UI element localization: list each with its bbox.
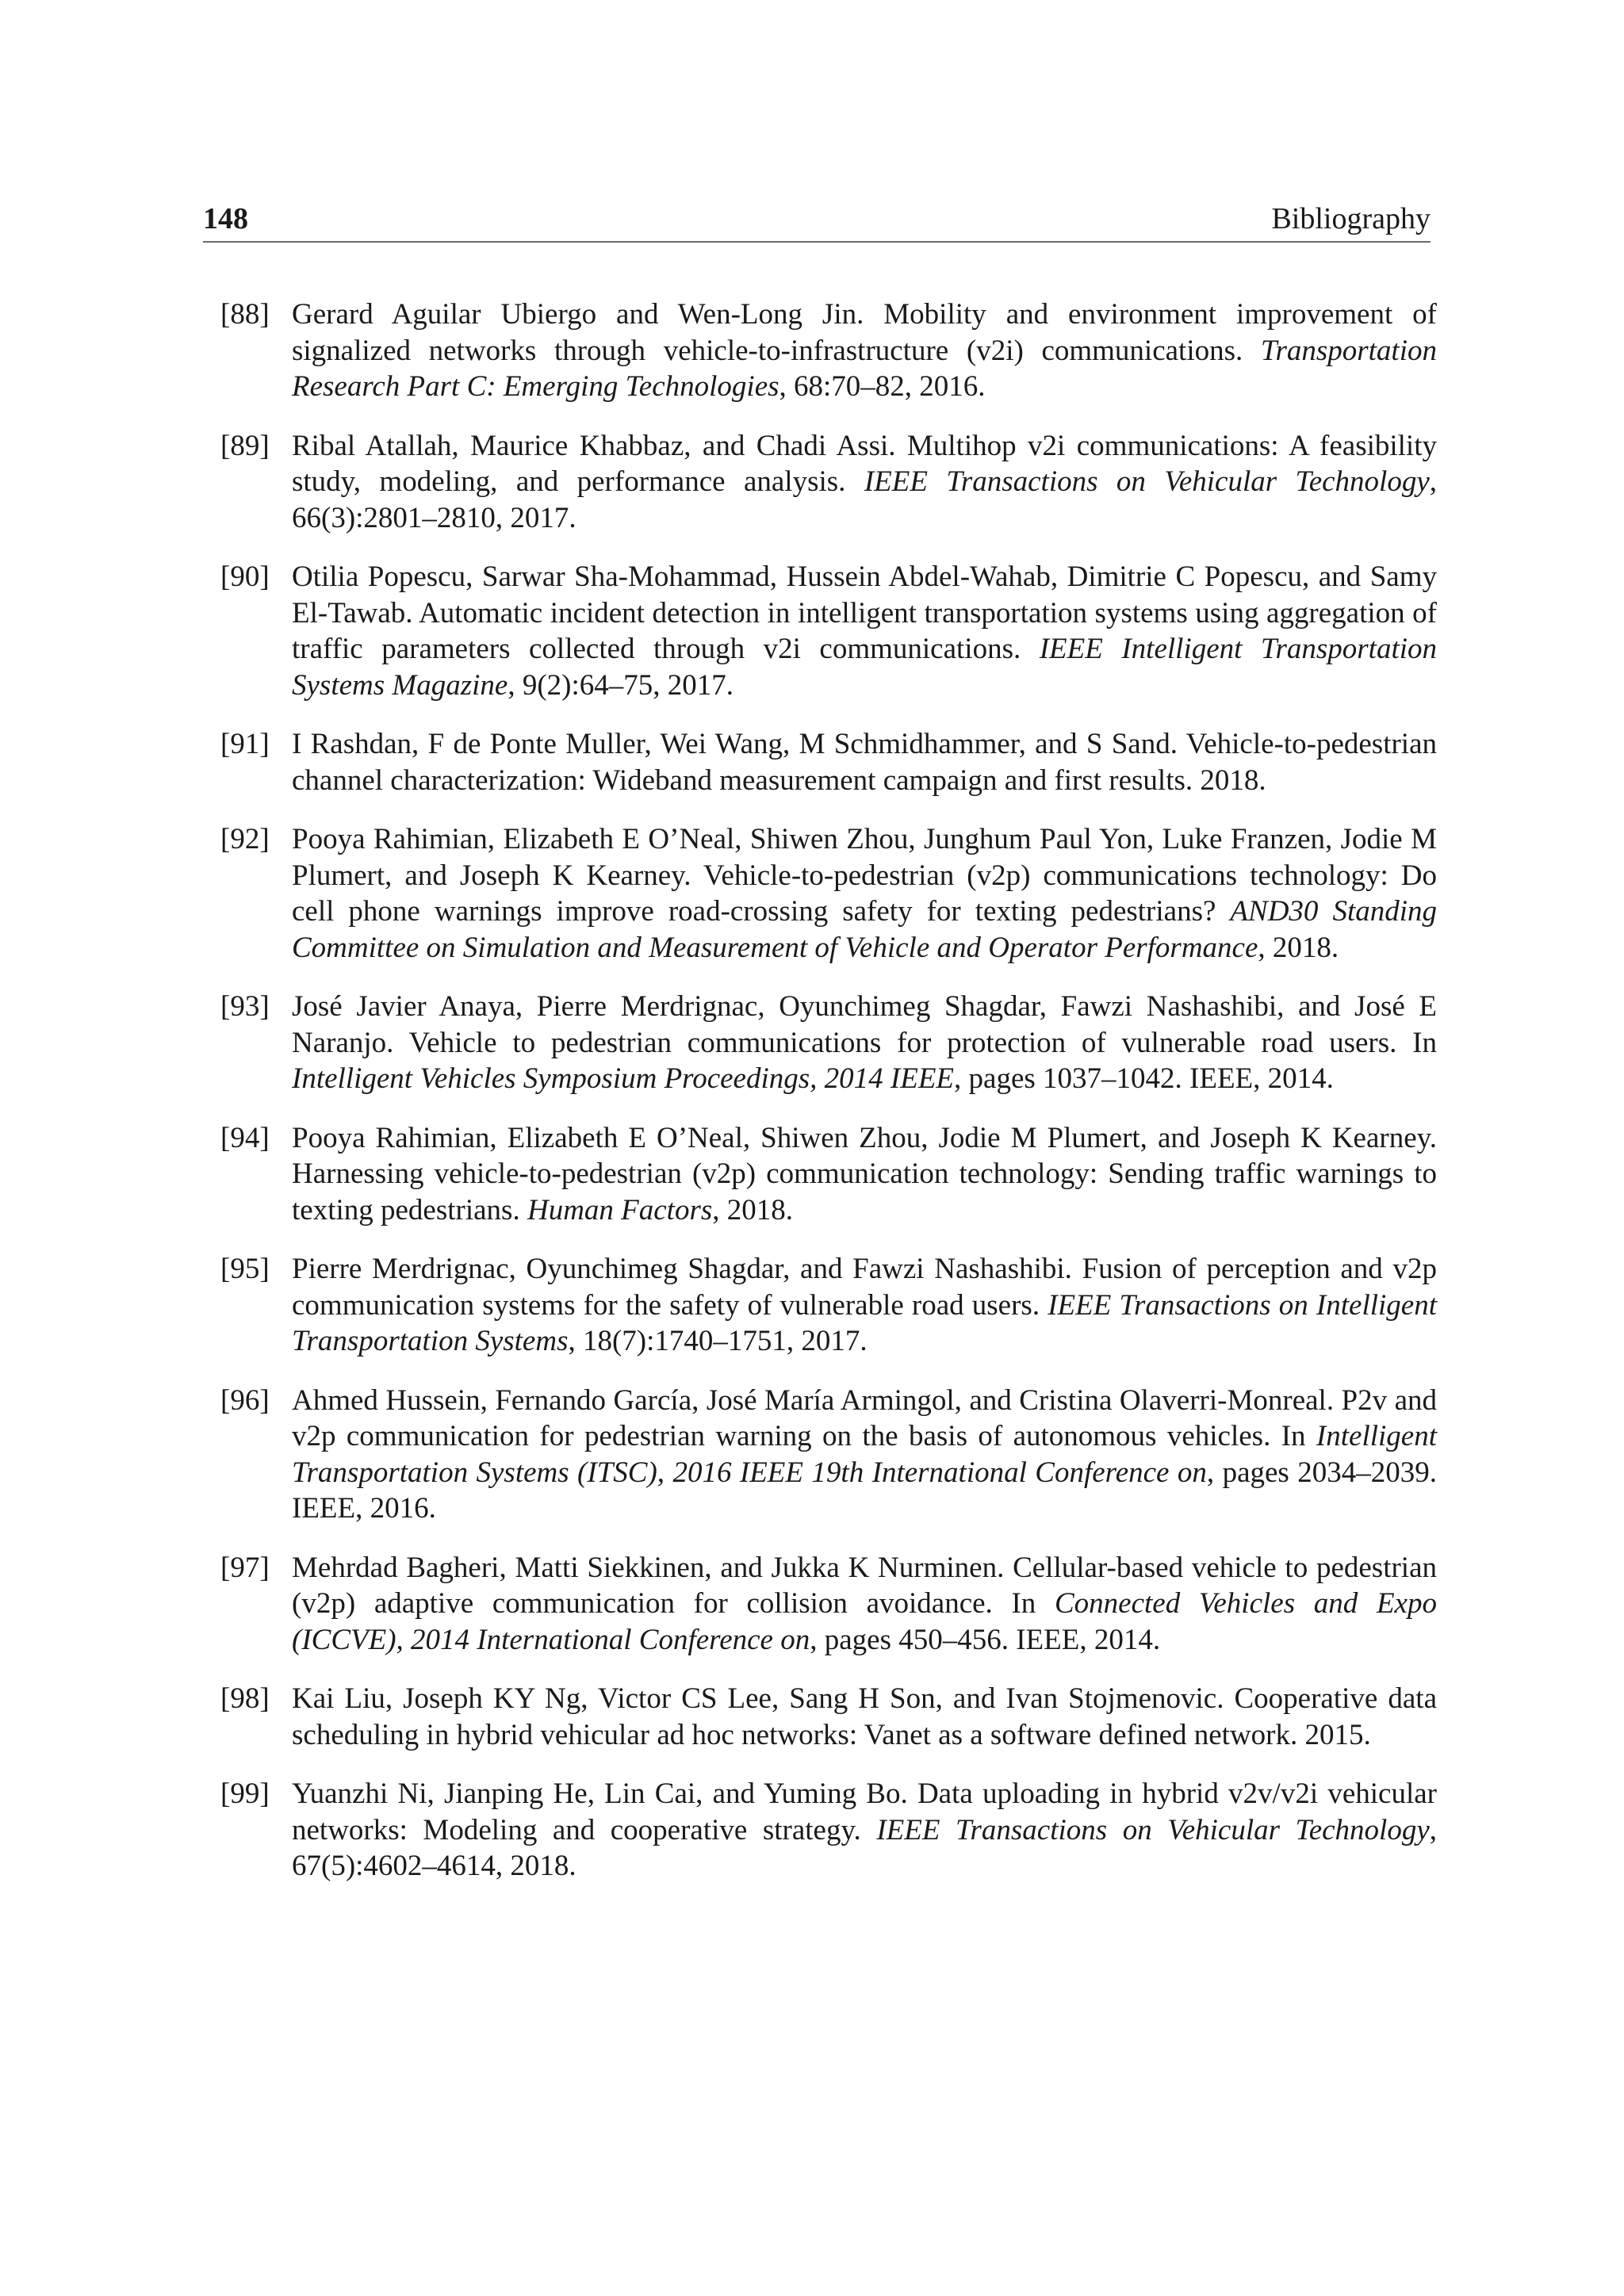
reference-entry xyxy=(203,1681,1437,1753)
reference-body: Pierre Merdrignac, Oyunchimeg Shagdar, and Fawzi Nashashibi. Fusion of perception and v2p communication systems for the safety of vulnerable road users. xyxy=(292,1253,1437,1322)
reference-details: , 9(2):64–75, 2017. xyxy=(508,668,734,702)
reference-label: [94] xyxy=(220,1121,270,1154)
reference-body: Pooya Rahimian, Elizabeth E O’Neal, Shiwen Zhou, Jodie M Plumert, and Joseph K Kearney. Harnessing vehicle-to-pedestrian (v2p) communication technology: Sending traffic warnings to texting pedestrians. xyxy=(292,1121,1437,1226)
reference-text xyxy=(292,1122,1437,1226)
running-title: Bibliography xyxy=(1271,202,1431,235)
reference-details: , 67(5):4602–4614, 2018. xyxy=(292,1813,1437,1882)
reference-venue: Intelligent Transportation Systems (ITSC), 2016 IEEE 19th International Conference on xyxy=(292,1420,1437,1489)
reference-details: , 68:70–82, 2016. xyxy=(779,370,986,403)
reference-venue: Human Factors xyxy=(527,1193,713,1226)
reference-label: [97] xyxy=(220,1551,270,1584)
reference-text xyxy=(292,1682,1437,1751)
page-number: 148 xyxy=(203,202,248,235)
reference-entry xyxy=(203,726,1437,798)
reference-body: Ribal Atallah, Maurice Khabbaz, and Chadi Assi. Multihop v2i communications: A feasibility study, modeling, and performance analysis. xyxy=(292,429,1437,498)
reference-label: [98] xyxy=(220,1682,270,1715)
reference-label: [90] xyxy=(220,561,270,593)
reference-body: Mehrdad Bagheri, Matti Siekkinen, and Jukka K Nurminen. Cellular-based vehicle to pedestrian (v2p) adaptive communication for collision avoidance. In xyxy=(292,1551,1437,1620)
reference-text xyxy=(292,1253,1437,1357)
reference-venue: IEEE Transactions on Intelligent Transportation Systems xyxy=(292,1288,1437,1357)
reference-details: , 18(7):1740–1751, 2017. xyxy=(568,1325,868,1357)
reference-text xyxy=(292,990,1437,1095)
reference-venue: Intelligent Vehicles Symposium Proceedings, 2014 IEEE xyxy=(292,1062,955,1095)
reference-body: I Rashdan, F de Ponte Muller, Wei Wang, M Schmidhammer, and S Sand. Vehicle-to-pedestrian channel characterization: Wideband measurement campaign and first results. 2018. xyxy=(292,728,1437,797)
reference-details: , pages 2034–2039. IEEE, 2016. xyxy=(292,1456,1437,1525)
reference-entry xyxy=(203,1550,1437,1659)
reference-venue: IEEE Transactions on Vehicular Technology xyxy=(864,465,1430,498)
reference-label: [92] xyxy=(220,823,270,855)
reference-entry xyxy=(203,1383,1437,1527)
reference-text xyxy=(292,298,1437,403)
page-header xyxy=(203,197,1431,243)
reference-text xyxy=(292,728,1437,797)
reference-label: [89] xyxy=(220,429,270,462)
reference-entry xyxy=(203,989,1437,1097)
reference-entry xyxy=(203,821,1437,966)
reference-entry xyxy=(203,428,1437,537)
reference-details: , pages 450–456. IEEE, 2014. xyxy=(810,1623,1161,1656)
reference-body: José Javier Anaya, Pierre Merdrignac, Oyunchimeg Shagdar, Fawzi Nashashibi, and José E Naranjo. Vehicle to pedestrian communications for protection of vulnerable road users. In xyxy=(292,990,1437,1059)
reference-entry xyxy=(203,297,1437,405)
reference-label: [96] xyxy=(220,1383,270,1417)
reference-text xyxy=(292,430,1437,534)
reference-entry xyxy=(203,1776,1437,1885)
reference-details: , 66(3):2801–2810, 2017. xyxy=(292,465,1437,534)
reference-text xyxy=(292,561,1437,702)
reference-details: , pages 1037–1042. IEEE, 2014. xyxy=(954,1062,1334,1095)
reference-text xyxy=(292,1552,1437,1656)
reference-body: Ahmed Hussein, Fernando García, José María Armingol, and Cristina Olaverri-Monreal. P2v and v2p communication for pedestrian warning on the basis of autonomous vehicles. In xyxy=(292,1383,1437,1452)
reference-entry xyxy=(203,559,1437,703)
reference-details: , 2018. xyxy=(712,1193,794,1226)
reference-text xyxy=(292,1384,1437,1525)
reference-body: Gerard Aguilar Ubiergo and Wen-Long Jin. Mobility and environment improvement of signalized networks through vehicle-to-infrastructure (v2i) communications. xyxy=(292,298,1437,367)
reference-venue: IEEE Intelligent Transportation Systems Magazine xyxy=(292,633,1437,702)
reference-list xyxy=(203,297,1437,1908)
reference-label: [99] xyxy=(220,1777,270,1810)
reference-text xyxy=(292,823,1437,964)
reference-label: [88] xyxy=(220,298,270,331)
reference-label: [91] xyxy=(220,728,270,760)
reference-venue: AND30 Standing Committee on Simulation and Measurement of Vehicle and Operator Performance xyxy=(292,895,1437,964)
reference-body: Pooya Rahimian, Elizabeth E O’Neal, Shiwen Zhou, Junghum Paul Yon, Luke Franzen, Jodie M Plumert, and Joseph K Kearney. Vehicle-to-pedestrian (v2p) communications technology: Do cell phone warnings improve road-crossing safety for texting pedestrians? xyxy=(292,823,1437,928)
reference-body: Kai Liu, Joseph KY Ng, Victor CS Lee, Sang H Son, and Ivan Stojmenovic. Cooperative data scheduling in hybrid vehicular ad hoc networks: Vanet as a software defined network. 2015. xyxy=(292,1682,1437,1751)
reference-venue: Transportation Research Part C: Emerging Technologies xyxy=(292,334,1437,403)
reference-venue: IEEE Transactions on Vehicular Technology xyxy=(876,1813,1430,1846)
reference-entry xyxy=(203,1120,1437,1229)
reference-label: [95] xyxy=(220,1253,270,1285)
reference-venue: Connected Vehicles and Expo (ICCVE), 2014 International Conference on xyxy=(292,1587,1437,1656)
reference-body: Yuanzhi Ni, Jianping He, Lin Cai, and Yuming Bo. Data uploading in hybrid v2v/v2i vehicular networks: Modeling and cooperative strategy. xyxy=(292,1777,1437,1846)
reference-text xyxy=(292,1777,1437,1882)
reference-entry xyxy=(203,1251,1437,1360)
reference-body: Otilia Popescu, Sarwar Sha-Mohammad, Hussein Abdel-Wahab, Dimitrie C Popescu, and Samy El-Tawab. Automatic incident detection in intelligent transportation systems using aggregation of traffic parameters collected through v2i communications. xyxy=(292,561,1437,665)
reference-details: , 2018. xyxy=(1258,931,1339,964)
reference-label: [93] xyxy=(220,990,270,1023)
